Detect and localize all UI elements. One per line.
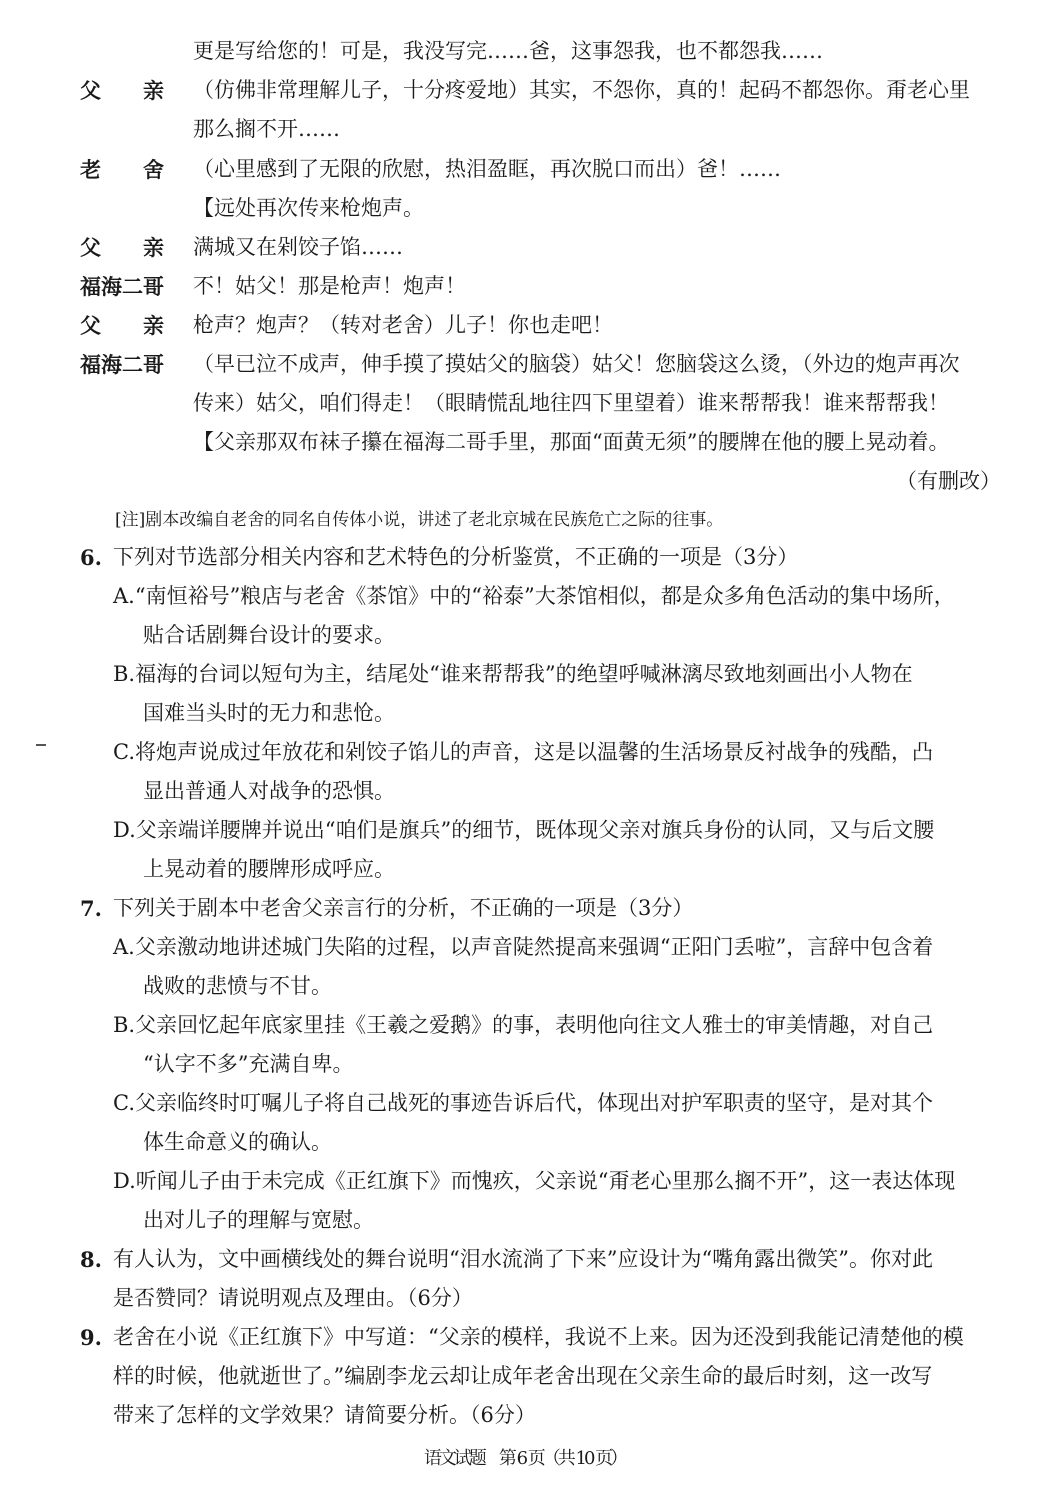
- question-stem-cont: 是否赞同？请说明观点及理由。（6分）: [113, 1286, 473, 1310]
- option-b: B.父亲回忆起年底家里挂《王羲之爱鹅》的事，表明他向往文人雅士的审美情趣，对自己: [113, 1013, 934, 1037]
- edited-note: （有删改）: [896, 469, 1001, 493]
- option-a-cont: 战败的悲愤与不甘。: [143, 974, 332, 998]
- option-d: D.听闻儿子由于未完成《正红旗下》而愧疚，父亲说“甭老心里那么搁不开”，这一表达体现: [113, 1169, 956, 1193]
- script-line: 满城又在剁饺子馅……: [193, 235, 403, 259]
- option-c-cont: 体生命意义的确认。: [143, 1130, 332, 1154]
- script-line: 不！姑父！那是枪声！炮声！: [193, 274, 466, 298]
- option-a: A.“南恒裕号”粮店与老舍《茶馆》中的“裕泰”大茶馆相似，都是众多角色活动的集中场所，: [113, 584, 955, 608]
- script-line: （心里感到了无限的欣慰，热泪盈眶，再次脱口而出）爸！……: [193, 157, 781, 181]
- stage-direction: 【远处再次传来枪炮声。: [193, 196, 424, 220]
- question-stem: 下列关于剧本中老舍父亲言行的分析，不正确的一项是（3分）: [113, 896, 694, 920]
- speaker-label: 父 亲: [80, 78, 164, 103]
- option-b: B.福海的台词以短句为主，结尾处“谁来帮帮我”的绝望呼喊淋漓尽致地刻画出小人物在: [113, 662, 913, 686]
- question-number: 7.: [80, 896, 102, 921]
- annotation: [注]剧本改编自老舍的同名自传体小说，讲述了老北京城在民族危亡之际的往事。: [115, 510, 724, 530]
- option-b-cont: 国难当头时的无力和悲怆。: [143, 701, 395, 725]
- question-number: 6.: [80, 545, 102, 570]
- option-d-cont: 出对儿子的理解与宽慰。: [143, 1208, 374, 1232]
- speaker-label: 父 亲: [80, 235, 164, 260]
- script-line: 更是写给您的！可是，我没写完……爸，这事怨我，也不都怨我……: [193, 39, 823, 63]
- option-d-cont: 上晃动着的腰牌形成呼应。: [143, 857, 395, 881]
- script-line: 枪声？炮声？（转对老舍）儿子！你也走吧！: [193, 313, 613, 337]
- script-line: 传来）姑父，咱们得走！（眼睛慌乱地往四下里望着）谁来帮帮我！谁来帮帮我！: [193, 391, 949, 415]
- question-number: 8.: [80, 1247, 102, 1272]
- script-line: （早已泣不成声，伸手摸了摸姑父的脑袋）姑父！您脑袋这么烫，（外边的炮声再次: [193, 352, 960, 376]
- option-b-cont: “认字不多”充满自卑。: [143, 1052, 354, 1076]
- option-c: C.将炮声说成过年放花和剁饺子馅儿的声音，这是以温馨的生活场景反衬战争的残酷，凸: [113, 740, 933, 764]
- page-footer: 语文试题 第 6 页（共 10 页）: [423, 1448, 626, 1469]
- option-a: A.父亲激动地讲述城门失陷的过程，以声音陡然提高来强调“正阳门丢啦”，言辞中包含着: [113, 935, 934, 959]
- option-d: D.父亲端详腰牌并说出“咱们是旗兵”的细节，既体现父亲对旗兵身份的认同，又与后文腰: [113, 818, 935, 842]
- option-a-cont: 贴合话剧舞台设计的要求。: [143, 623, 395, 647]
- question-stem: 有人认为，文中画横线处的舞台说明“泪水流淌了下来”应设计为“嘴角露出微笑”。你对此: [113, 1247, 933, 1271]
- margin-mark: [36, 744, 46, 746]
- speaker-label: 福海二哥: [80, 352, 164, 377]
- option-c: C.父亲临终时叮嘱儿子将自己战死的事迹告诉后代，体现出对护军职责的坚守，是对其个: [113, 1091, 933, 1115]
- stage-direction: 【父亲那双布袜子攥在福海二哥手里，那面“面黄无须”的腰牌在他的腰上晃动着。: [193, 430, 950, 454]
- speaker-label: 老 舍: [80, 157, 164, 182]
- script-line: 那么搁不开……: [193, 117, 340, 141]
- question-stem-cont: 样的时候，他就逝世了。”编剧李龙云却让成年老舍出现在父亲生命的最后时刻，这一改写: [113, 1364, 933, 1388]
- question-stem: 老舍在小说《正红旗下》中写道：“父亲的模样，我说不上来。因为还没到我能记清楚他的模: [113, 1325, 964, 1349]
- script-line: （仿佛非常理解儿子，十分疼爱地）其实，不怨你，真的！起码不都怨你。甭老心里: [193, 78, 970, 102]
- question-stem-cont: 带来了怎样的文学效果？请简要分析。（6分）: [113, 1403, 536, 1427]
- speaker-label: 福海二哥: [80, 274, 164, 299]
- question-number: 9.: [80, 1325, 102, 1350]
- speaker-label: 父 亲: [80, 313, 164, 338]
- option-c-cont: 显出普通人对战争的恐惧。: [143, 779, 395, 803]
- question-stem: 下列对节选部分相关内容和艺术特色的分析鉴赏，不正确的一项是（3分）: [113, 545, 799, 569]
